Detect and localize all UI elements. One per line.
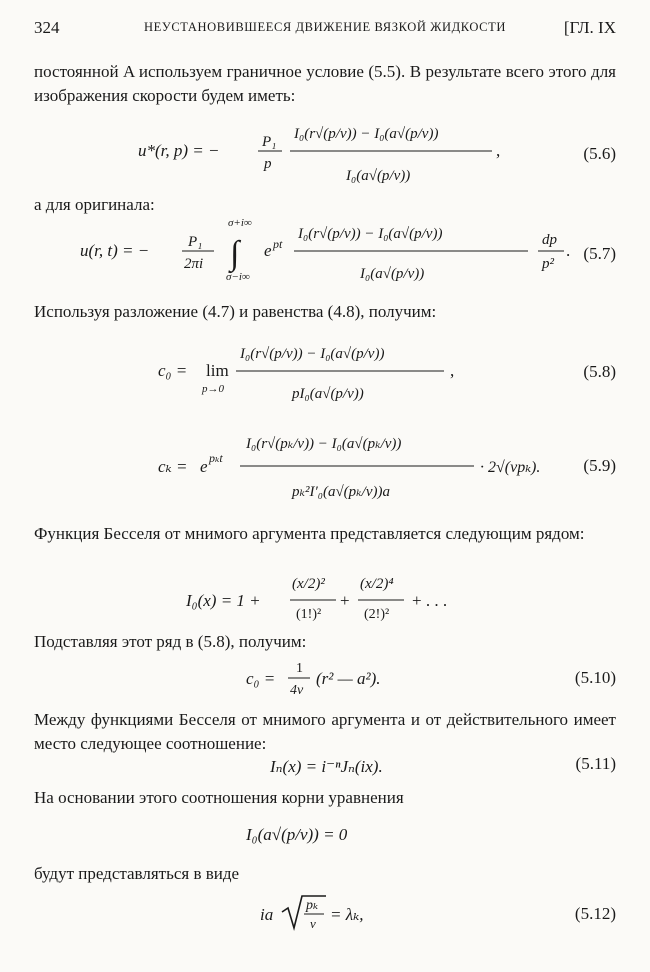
eq56-coef-num: P₁	[262, 134, 277, 150]
eq59-exp-sup: pₖt	[209, 451, 223, 465]
eq59-tail: · 2√(νpₖ).	[480, 459, 541, 476]
paragraph-1: постоянной A используем граничное условие (5.5). В результате всего этого для изображения скорости будем иметь:	[34, 62, 616, 105]
series-t2-den: (2!)²	[364, 607, 390, 622]
eq59-lhs: cₖ =	[158, 457, 188, 476]
eq510-rhs: (r² — a²).	[316, 669, 381, 688]
eq57-lhs: u(r, t) = −	[80, 241, 150, 260]
eq58-denominator: pI₀(a√(p/ν))	[292, 386, 364, 402]
eq57-int-lower: σ−i∞	[226, 271, 250, 283]
equation-5-11-formula	[34, 752, 574, 782]
paragraph-2: а для оригинала:	[34, 195, 155, 214]
eq57-dp: dp	[542, 232, 557, 248]
paragraph-4: Функция Бесселя от мнимого аргумента представляется следующим рядом:	[34, 524, 585, 543]
eq57-coef-num: P₁	[188, 234, 203, 250]
eq58-lim: lim	[206, 361, 229, 380]
eq57-denominator: I₀(a√(p/ν))	[360, 266, 425, 282]
eq56-denominator: I₀(a√(p/ν))	[346, 168, 411, 184]
eq56-tail: ,	[496, 141, 501, 160]
equation-5-8-formula	[34, 330, 574, 412]
paragraph-7: На основании этого соотношения корни уравнения	[34, 788, 404, 807]
eq57-numerator: I₀(r√(p/ν)) − I₀(a√(p/ν))	[298, 226, 443, 242]
eq59-denominator: pₖ²I′₀(a√(pₖ/ν))a	[292, 484, 390, 500]
series-t1-num: (x/2)²	[292, 576, 325, 592]
equation-5-8	[34, 330, 616, 410]
series-t2-num: (x/2)⁴	[360, 576, 394, 592]
eq57-number: (5.7)	[583, 244, 616, 263]
eq510-number: (5.10)	[574, 668, 616, 687]
equation-5-10-formula	[34, 656, 574, 702]
equation-5-12	[34, 892, 616, 972]
eq57-exp-sup: pt	[273, 237, 283, 251]
series-plus: +	[340, 591, 350, 610]
eq57-tail: .	[566, 241, 571, 260]
eq511-number: (5.11)	[575, 754, 616, 773]
page-number: 324	[34, 18, 60, 37]
eq512-rhs: = λₖ,	[330, 905, 364, 924]
equation-5-7-formula	[34, 214, 574, 294]
eq57-p2: p²	[542, 256, 554, 272]
eq58-lhs: c₀ =	[158, 361, 188, 380]
chapter-label: [ГЛ. IX	[563, 18, 616, 37]
eq57-integral-sign: ∫	[230, 235, 240, 272]
paragraph-8: будут представляться в виде	[34, 864, 240, 883]
equation-root-formula	[34, 816, 574, 852]
root-eq-text: I₀(a√(p/ν)) = 0	[246, 825, 348, 844]
eq58-lim-sub: p→0	[202, 383, 224, 395]
series-lhs: I₀(x) = 1 +	[186, 591, 261, 610]
eq57-exp-base: e	[264, 241, 272, 260]
eq59-exp-base: e	[200, 457, 208, 476]
paragraph-5: Подставляя этот ряд в (5.8), получим:	[34, 632, 307, 651]
running-header	[34, 18, 616, 42]
eq56-numerator: I₀(r√(p/ν)) − I₀(a√(p/ν))	[294, 126, 439, 142]
eq510-num: 1	[296, 661, 303, 676]
eq56-coef-den: p	[264, 156, 272, 172]
eq59-number: (5.9)	[583, 456, 616, 475]
eq56-number: (5.6)	[583, 144, 616, 163]
eq512-rad-den: ν	[310, 916, 316, 931]
eq59-numerator: I₀(r√(pₖ/ν)) − I₀(a√(pₖ/ν))	[246, 436, 402, 452]
eq58-number: (5.8)	[583, 362, 616, 381]
eq511-text: Iₙ(x) = i⁻ⁿJₙ(ix).	[270, 757, 383, 776]
eq58-tail: ,	[450, 361, 455, 380]
equation-5-9-formula	[34, 420, 574, 510]
eq58-numerator: I₀(r√(p/ν)) − I₀(a√(p/ν))	[240, 346, 385, 362]
eq57-coef-den: 2πi	[184, 256, 204, 272]
equation-5-9	[34, 420, 616, 500]
running-title: НЕУСТАНОВИВШЕЕСЯ ДВИЖЕНИЕ ВЯЗКОЙ ЖИДКОСТИ	[144, 20, 506, 34]
paragraph-6: Между функциями Бесселя от мнимого аргумента и от действительного имеет место следующее соотношение:	[34, 710, 616, 753]
equation-5-6	[34, 108, 616, 188]
eq56-lhs: u*(r, p) = −	[138, 141, 220, 160]
paragraph-3: Используя разложение (4.7) и равенства (4.8), получим:	[34, 302, 437, 321]
equation-5-12-formula	[34, 892, 574, 942]
equation-5-7	[34, 214, 616, 294]
eq57-int-upper: σ+i∞	[228, 217, 252, 229]
eq512-rad-num: pₖ	[306, 898, 319, 913]
eq510-den: 4ν	[290, 683, 304, 698]
equation-5-6-formula	[34, 108, 574, 190]
eq510-lhs: c₀ =	[246, 669, 276, 688]
equation-series-formula	[34, 562, 574, 624]
eq512-number: (5.12)	[574, 904, 616, 923]
series-tail: + . . .	[412, 591, 448, 610]
series-t1-den: (1!)²	[296, 607, 322, 622]
eq512-lhs: ia	[260, 905, 274, 924]
